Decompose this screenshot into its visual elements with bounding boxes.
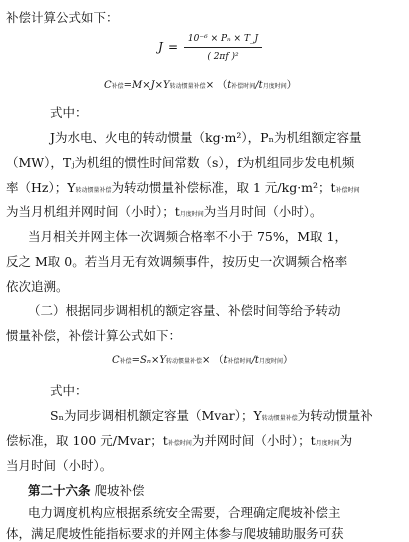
para3-line2: 惯量补偿，补偿计算公式如下： [6, 328, 182, 343]
text: 为当月时间（小时）。 [203, 204, 323, 219]
text: 为转动惯量补偿标准，取 1 元/kg·m²；t [111, 180, 336, 195]
para2-line3: 依次追溯。 [6, 279, 69, 294]
article-number: 第二十六条 [28, 483, 91, 498]
para1-line2: （MW），Tⱼ为机组的惯性时间常数（s），f为机组同步发电机频 [6, 155, 355, 170]
formula-eq: = [168, 40, 179, 54]
formula-close: ） [282, 355, 293, 366]
intro-text: 补偿计算公式如下： [6, 10, 119, 25]
text: 偿标准，取 100 元/Mvar；t [6, 433, 168, 448]
formula-mid: =M×J×Y [123, 80, 170, 91]
formula-c-sub: 补偿 [119, 358, 132, 365]
formula-t1-sub: 补偿时间 [231, 83, 256, 90]
formula-slash: /t [251, 355, 259, 366]
formula-c-sub: 补偿 [111, 83, 124, 90]
formula-t1: t [223, 355, 228, 366]
para1-line3 [6, 180, 360, 199]
para1-line4 [6, 204, 323, 223]
subscript: 月度时间 [315, 440, 340, 447]
formula-denominator: ( 2πf )² [207, 52, 239, 62]
subscript: 补偿时间 [335, 187, 360, 194]
para4-line2 [6, 433, 352, 452]
formula-t2-sub: 月度时间 [262, 83, 287, 90]
subscript: 转动惯量补偿 [75, 187, 112, 194]
text: 为并网时间（小时）；t [191, 433, 316, 448]
text: 为 [339, 433, 353, 448]
formula-t1: t [227, 80, 232, 91]
formula-c: C [104, 80, 112, 91]
where-label: 式中： [50, 105, 88, 120]
article-title: 爬坡补偿 [94, 483, 145, 498]
formula-compensation [104, 78, 297, 95]
text: 为当月机组并网时间（小时）；t [6, 204, 180, 219]
para2-line2: 反之 M取 0。若当月无有效调频事件，按历史一次调频合格率 [6, 254, 348, 269]
subscript: 补偿时间 [167, 440, 192, 447]
para2-line1: 当月相关并网主体一次调频合格率不小于 75%，M取 1， [28, 229, 347, 244]
text: Sₙ为同步调相机额定容量（Mvar）；Y [50, 408, 262, 423]
formula-slash: /t [255, 80, 263, 91]
formula-condenser [112, 353, 293, 370]
subscript: 月度时间 [179, 211, 204, 218]
formula-lhs: J [158, 40, 163, 54]
para5-line1: 电力调度机构应根据系统安全需要，合理确定爬坡补偿主 [28, 505, 341, 520]
formula-times: × （ [201, 355, 224, 366]
formula-c: C [112, 355, 120, 366]
fraction-bar [184, 47, 262, 48]
formula-close: ） [286, 80, 297, 91]
formula-times: × （ [205, 80, 228, 91]
para4-line1 [50, 408, 373, 427]
formula-t2-sub: 月度时间 [258, 358, 283, 365]
formula-t1-sub: 补偿时间 [227, 358, 252, 365]
formula-numerator: 10⁻⁶ × Pₙ × T_J [187, 34, 259, 44]
text: 率（Hz）；Y [6, 180, 76, 195]
para3-line1: （二）根据同步调相机的额定容量、补偿时间等给予转动 [28, 303, 341, 318]
where-label: 式中： [50, 383, 88, 398]
formula-y-sub: 转动惯量补偿 [169, 83, 206, 90]
para5-line2: 体，满足爬坡性能指标要求的并网主体参与爬坡辅助服务可获 [6, 526, 344, 541]
para1-line1: J为水电、火电的转动惯量（kg·m²），Pₙ为机组额定容量 [50, 130, 362, 145]
formula-y-sub: 转动惯量补偿 [165, 358, 202, 365]
article-heading [28, 483, 145, 499]
formula-mid: =Sₙ×Y [131, 355, 166, 366]
text: 为转动惯量补 [297, 408, 373, 423]
para4-line3: 当月时间（小时）。 [6, 458, 113, 473]
subscript: 转动惯量补偿 [261, 415, 298, 422]
